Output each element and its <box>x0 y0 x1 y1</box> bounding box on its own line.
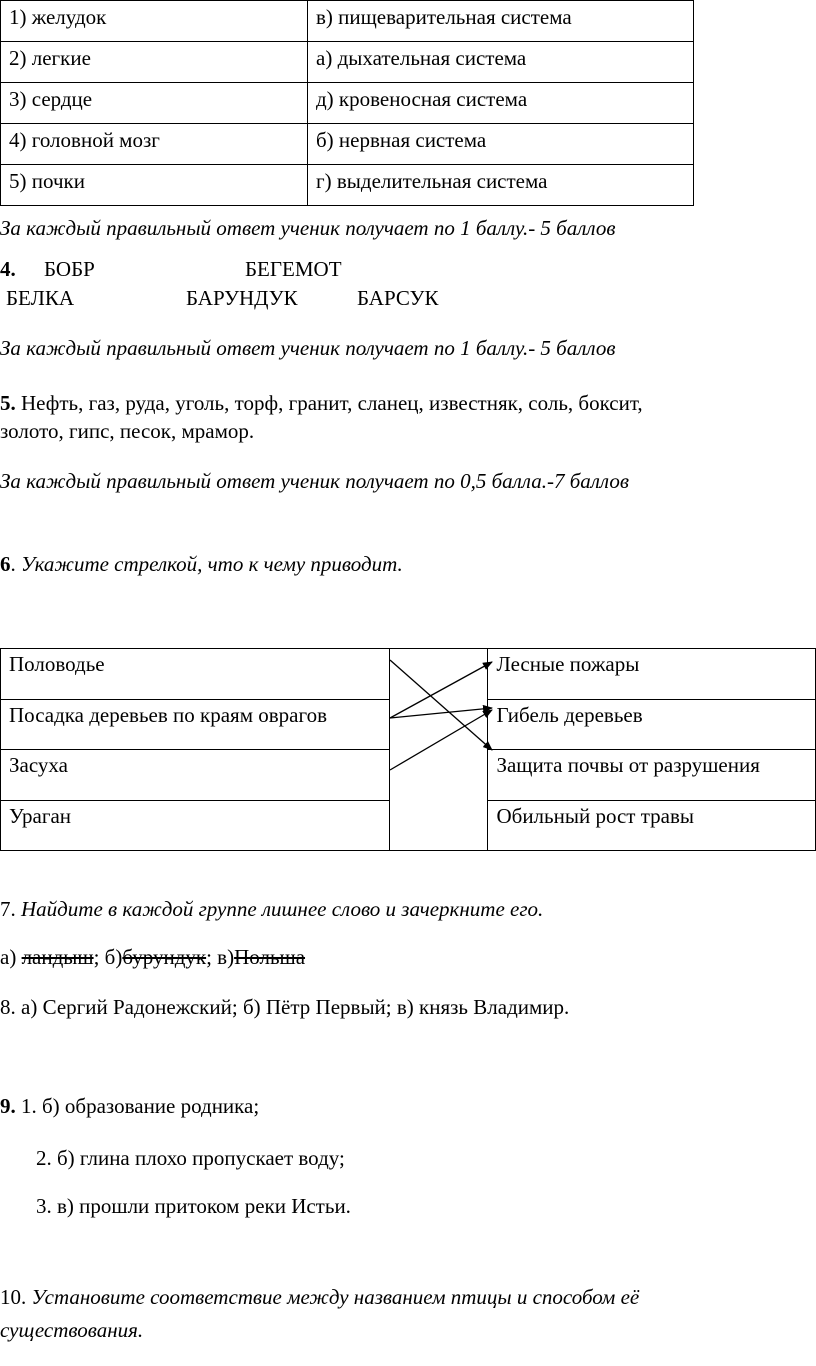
table-cell: Ураган <box>1 800 390 851</box>
q5-text: Нефть, газ, руда, уголь, торф, гранит, сланец, известняк, соль, боксит, <box>15 391 643 415</box>
q6-heading: 6. Укажите стрелкой, что к чему приводит. <box>0 552 403 576</box>
q7-label: ; в) <box>206 945 235 969</box>
q7-label: ; б) <box>93 945 123 969</box>
q4-word: БЕЛКА <box>6 286 75 310</box>
table-cell: 3) сердце <box>1 83 308 124</box>
q4-word: БОБР <box>44 257 95 281</box>
q10-line2: существования. <box>0 1318 144 1342</box>
q7-number: 7 <box>0 897 11 921</box>
table-cell: 1) желудок <box>1 1 308 42</box>
q7-struck-word: ландыш <box>21 945 94 969</box>
table-cell: 5) почки <box>1 165 308 206</box>
arrow-line <box>390 660 492 750</box>
q7-answer <box>0 945 305 970</box>
q9-line1 <box>0 1094 259 1119</box>
q9-line2: 2. б) глина плохо пропускает воду; <box>36 1146 345 1170</box>
q10-number: 10. <box>0 1285 32 1309</box>
q4-word: БАРСУК <box>357 286 439 310</box>
table-cell: Защита почвы от разрушения <box>488 750 816 801</box>
q5-line2: золото, гипс, песок, мрамор. <box>0 419 255 443</box>
q10-line1 <box>0 1285 639 1310</box>
table-cell: д) кровеносная система <box>308 83 694 124</box>
table-cell: 2) легкие <box>1 42 308 83</box>
q7-heading: 7. Найдите в каждой группе лишнее слово и зачеркните его. <box>0 897 544 921</box>
table-cell: б) нервная система <box>308 124 694 165</box>
q4-word: БАРУНДУК <box>186 286 298 310</box>
table-cell: в) пищеварительная система <box>308 1 694 42</box>
arrow-line <box>390 710 492 770</box>
table-cell: Обильный рост травы <box>488 800 816 851</box>
q9-number: 9. <box>0 1094 16 1118</box>
q5-number: 5. <box>0 391 16 415</box>
q4-number: 4. <box>0 257 16 281</box>
q7-title: Найдите в каждой группе лишнее слово и зачеркните его. <box>21 897 544 921</box>
table-cell: Посадка деревьев по краям оврагов <box>1 699 390 750</box>
table-cell: г) выделительная система <box>308 165 694 206</box>
score-note: За каждый правильный ответ ученик получает по 0,5 балла.-7 баллов <box>0 469 629 493</box>
table-cell: Лесные пожары <box>488 649 816 700</box>
q6-number: 6 <box>0 552 11 576</box>
q9-line3: 3. в) прошли притоком реки Истьи. <box>36 1194 351 1218</box>
q8-answer: 8. а) Сергий Радонежский; б) Пётр Первый; в) князь Владимир. <box>0 995 570 1019</box>
score-note: За каждый правильный ответ ученик получает по 1 баллу.- 5 баллов <box>0 336 616 360</box>
q6-title: Укажите стрелкой, что к чему приводит. <box>21 552 403 576</box>
table-cell: Засуха <box>1 750 390 801</box>
q10-title: Установите соответствие между названием птицы и способом её <box>31 1285 640 1309</box>
table-cell: а) дыхательная система <box>308 42 694 83</box>
table-cell: 4) головной мозг <box>1 124 308 165</box>
q7-struck-word: Польша <box>234 945 306 969</box>
q7-label: а) <box>0 945 22 969</box>
score-note: За каждый правильный ответ ученик получает по 1 баллу.- 5 баллов <box>0 216 616 240</box>
q4-word: БЕГЕМОТ <box>245 257 342 281</box>
table-cell: Гибель деревьев <box>488 699 816 750</box>
q7-struck-word: бурундук <box>122 945 207 969</box>
q9-text: 1. б) образование родника; <box>15 1094 260 1118</box>
table-cell: Половодье <box>1 649 390 700</box>
